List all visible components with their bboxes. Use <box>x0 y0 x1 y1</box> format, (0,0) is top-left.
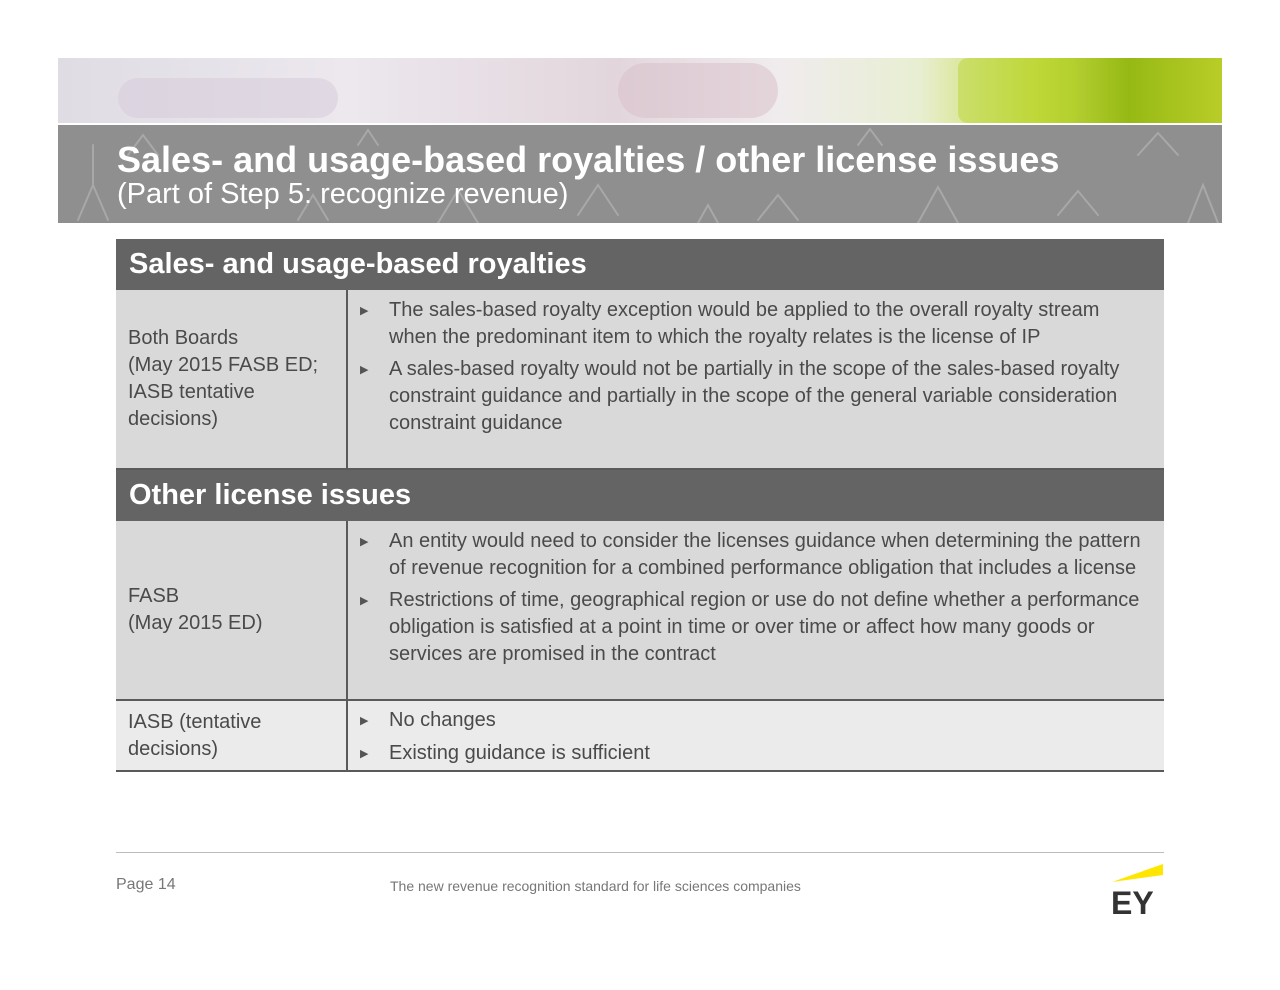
bullet-text: Existing guidance is sufficient <box>389 742 650 764</box>
bullet-arrow-icon: ▶ <box>360 364 369 376</box>
row-label-text: Both Boards (May 2015 FASB ED; IASB tentative decisions) <box>128 327 319 430</box>
bullet-text: An entity would need to consider the licenses guidance when determining the pattern of revenue recognition for a combined performance obligation that includes a license <box>389 530 1141 579</box>
royalties-table <box>116 239 1164 772</box>
list-item <box>360 587 1152 668</box>
row-content <box>348 290 1164 468</box>
header-banner-image <box>58 58 1222 123</box>
bullet-arrow-icon: ▶ <box>360 748 369 760</box>
row-label <box>116 701 348 770</box>
table-row <box>116 701 1164 772</box>
list-item <box>360 356 1152 437</box>
row-content <box>348 521 1164 699</box>
list-item <box>360 740 1152 768</box>
footer-document-title: The new revenue recognition standard for life sciences companies <box>390 878 801 894</box>
section-header-royalties: Sales- and usage-based royalties <box>116 239 1164 290</box>
row-label <box>116 521 348 699</box>
table-row <box>116 290 1164 470</box>
bullet-arrow-icon: ▶ <box>360 595 369 607</box>
page-title: Sales- and usage-based royalties / other license issues <box>117 139 1060 180</box>
bullet-text: The sales-based royalty exception would be applied to the overall royalty stream when the predominant item to which the royalty relates is the license of IP <box>389 299 1100 348</box>
list-item <box>360 707 1152 735</box>
list-item <box>360 297 1152 351</box>
row-content <box>348 701 1164 770</box>
footer-divider <box>116 852 1164 853</box>
page-subtitle: (Part of Step 5: recognize revenue) <box>117 178 569 210</box>
table-row <box>116 521 1164 701</box>
bullet-arrow-icon: ▶ <box>360 536 369 548</box>
list-item <box>360 528 1152 582</box>
section-header-license-issues: Other license issues <box>116 470 1164 521</box>
bullet-arrow-icon: ▶ <box>360 715 369 727</box>
bullet-text: A sales-based royalty would not be partially in the scope of the sales-based royalty constraint guidance and partially in the scope of the general variable consideration constraint guidance <box>389 358 1120 434</box>
row-label <box>116 290 348 468</box>
ey-logo-icon <box>1110 862 1166 918</box>
bullet-arrow-icon: ▶ <box>360 305 369 317</box>
ey-logo-text: EY <box>1111 885 1154 918</box>
page-number: Page 14 <box>116 876 176 893</box>
bullet-text: Restrictions of time, geographical region or use do not define whether a performance obligation is satisfied at a point in time or over time or affect how many goods or services are promised in the contract <box>389 589 1140 665</box>
bullet-text: No changes <box>389 709 496 731</box>
title-band <box>58 125 1222 223</box>
row-label-text: IASB (tentative decisions) <box>128 710 262 760</box>
row-label-text: FASB (May 2015 ED) <box>128 585 263 634</box>
